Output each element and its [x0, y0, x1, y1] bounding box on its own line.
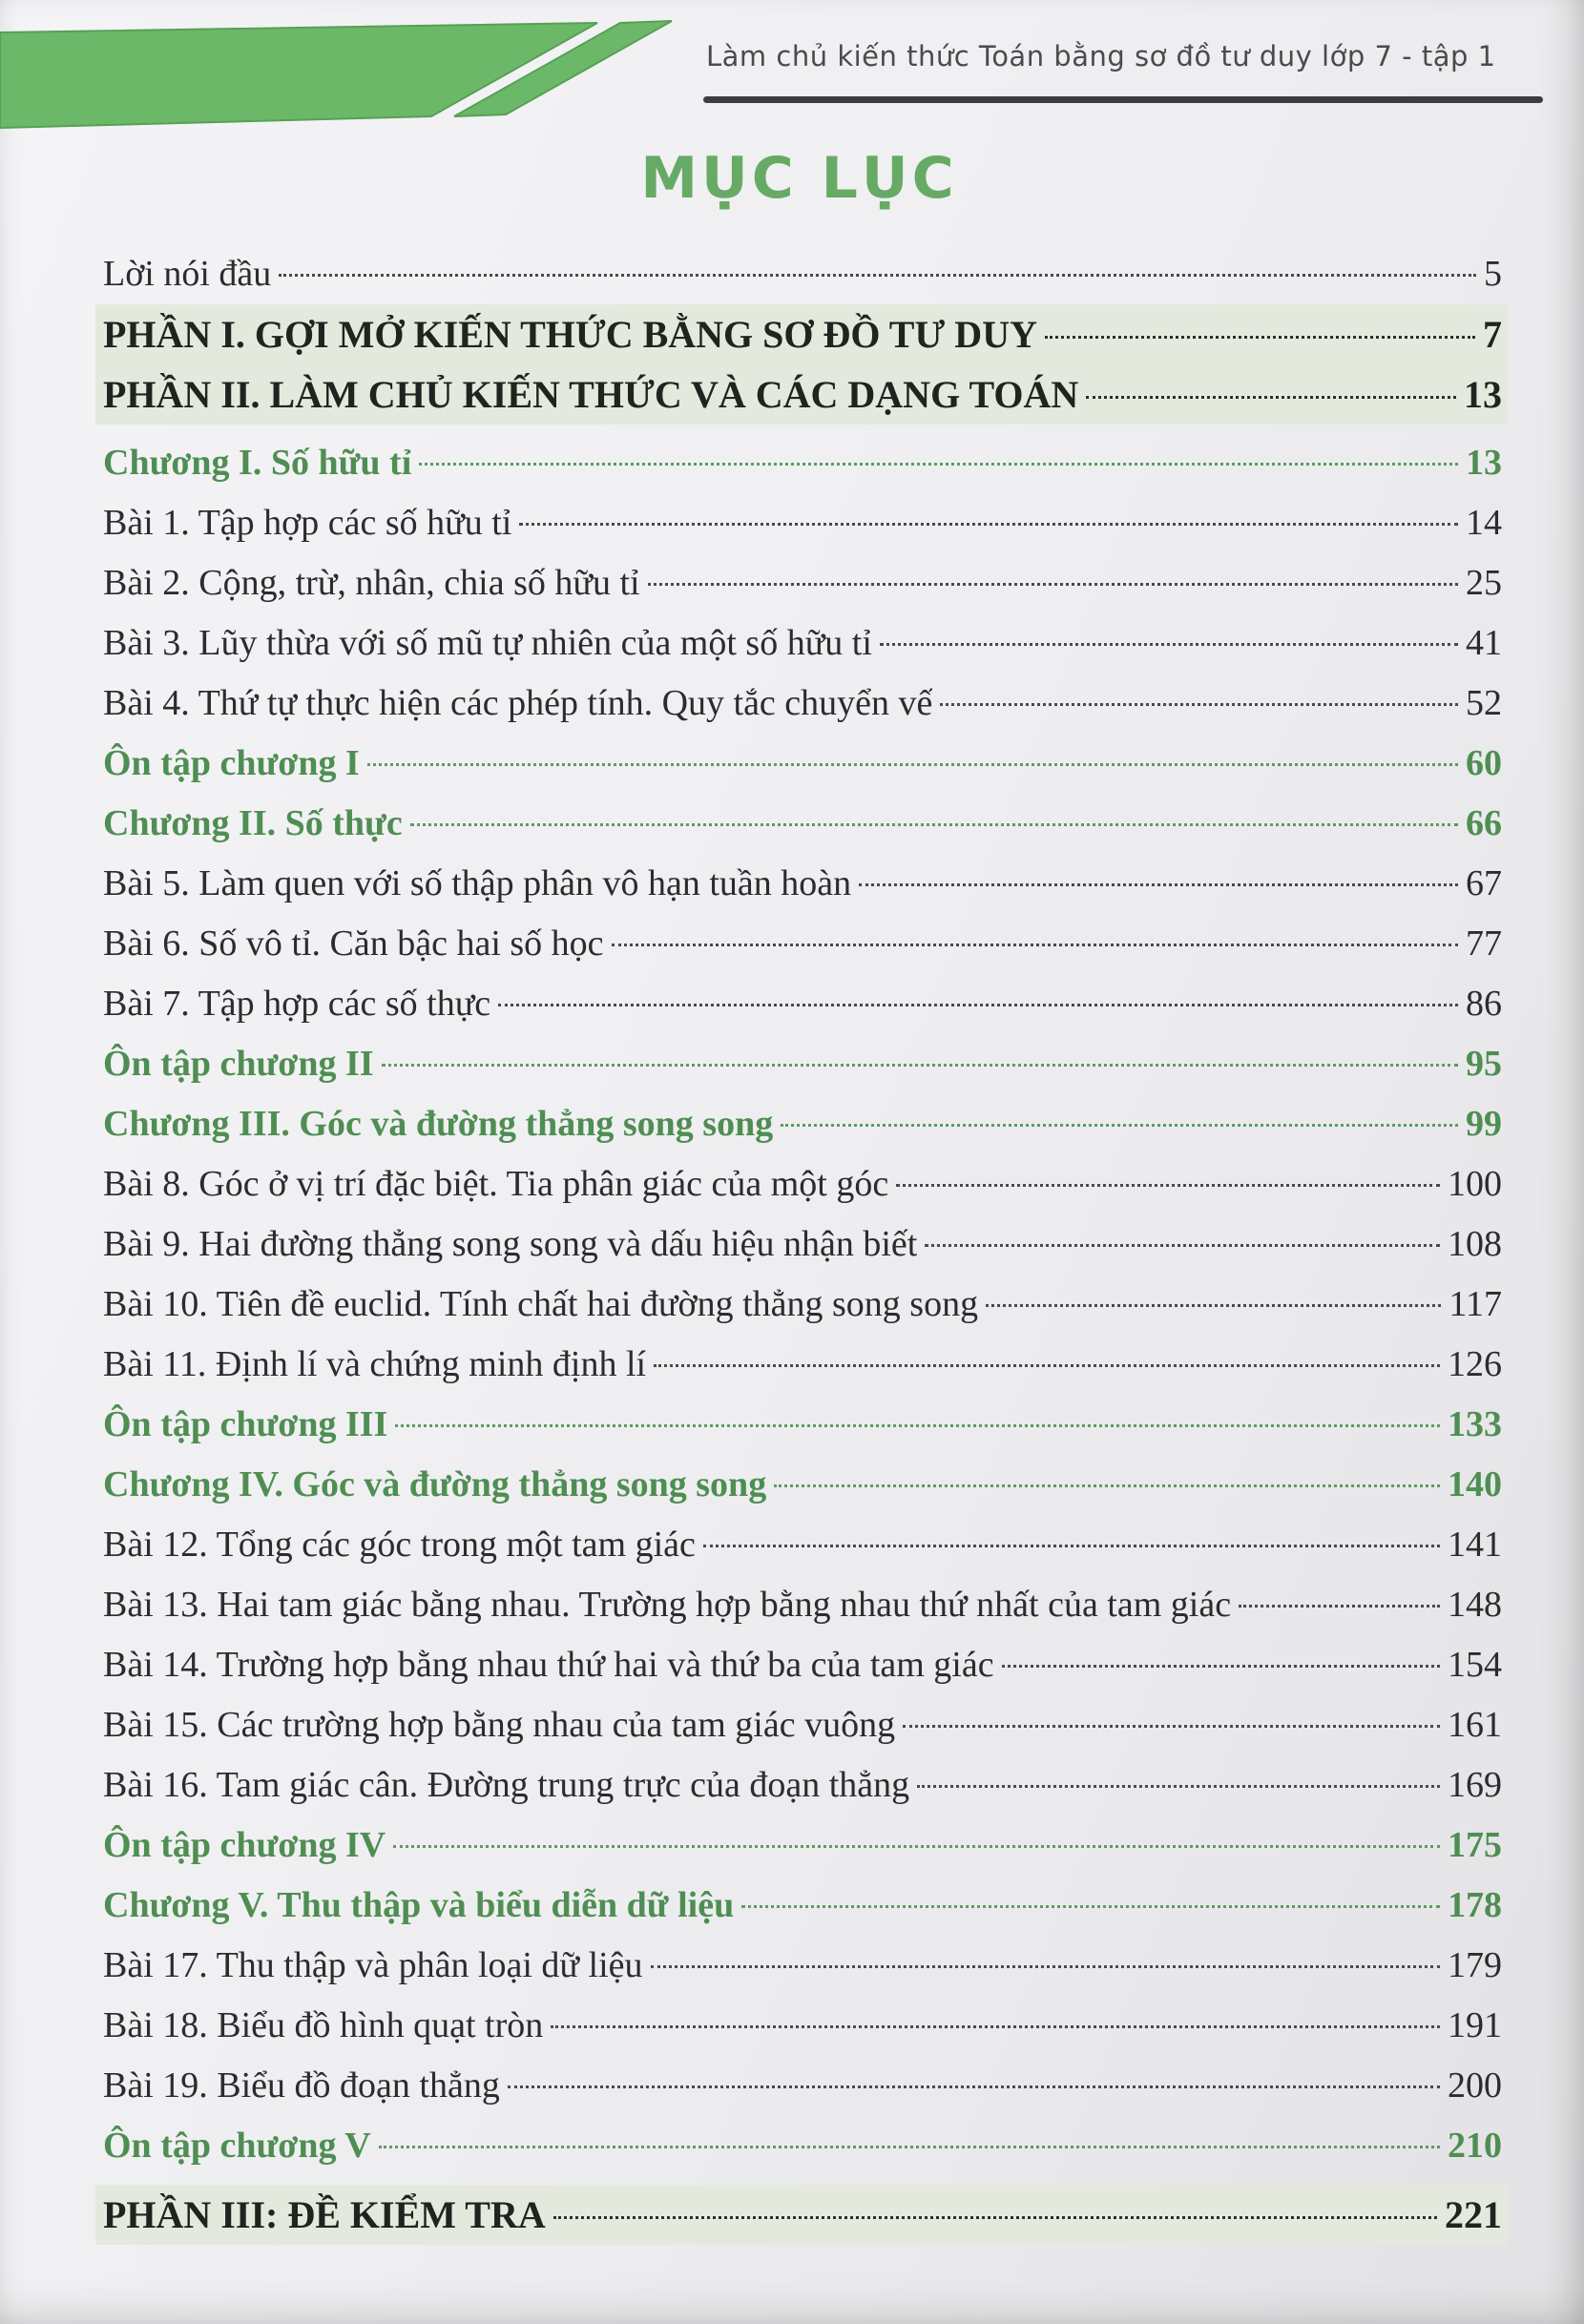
toc-entry-label: PHẦN II. LÀM CHỦ KIẾN THỨC VÀ CÁC DẠNG TOÁN — [103, 373, 1079, 416]
toc-entry-label: Bài 4. Thứ tự thực hiện các phép tính. Quy tắc chuyển vế — [103, 683, 933, 723]
toc-entry — [95, 1936, 1508, 1996]
dot-leader — [410, 823, 1458, 826]
toc-entry — [95, 1395, 1508, 1455]
toc-entry-label: Chương I. Số hữu tỉ — [103, 443, 412, 483]
toc-entry-page: 14 — [1466, 503, 1502, 543]
dot-leader — [612, 944, 1458, 946]
dot-leader — [781, 1124, 1458, 1127]
toc-entry-page: 117 — [1449, 1284, 1502, 1324]
dot-leader — [859, 883, 1458, 886]
toc-entry-page: 13 — [1466, 443, 1502, 483]
dot-leader — [896, 1184, 1440, 1187]
toc-entry-page: 60 — [1466, 743, 1502, 783]
toc-entry-page: 66 — [1466, 803, 1502, 843]
toc-entry-page: 154 — [1448, 1645, 1502, 1685]
toc-entry — [95, 1575, 1508, 1635]
dot-leader — [1045, 336, 1475, 339]
toc-entry — [95, 1515, 1508, 1575]
header-rule — [703, 96, 1543, 103]
toc-entry-label: Chương IV. Góc và đường thẳng song song — [103, 1464, 767, 1504]
green-banner-decoration — [0, 0, 725, 143]
toc-entry — [95, 2116, 1508, 2176]
toc-entry-label: Bài 10. Tiên đề euclid. Tính chất hai đường thẳng song song — [103, 1284, 979, 1324]
toc-entry-page: 126 — [1448, 1344, 1502, 1384]
toc-entry-label: Chương V. Thu thập và biểu diễn dữ liệu — [103, 1885, 735, 1925]
toc-list — [95, 244, 1508, 2245]
dot-leader — [498, 1004, 1458, 1006]
toc-entry-label: Bài 9. Hai đường thẳng song song và dấu hiệu nhận biết — [103, 1224, 918, 1264]
toc-entry-label: Bài 17. Thu thập và phân loại dữ liệu — [103, 1945, 643, 1985]
toc-entry-page: 77 — [1466, 923, 1502, 964]
toc-entry-page: 191 — [1448, 2005, 1502, 2045]
toc-entry — [95, 433, 1508, 493]
toc-entry-page: 13 — [1464, 373, 1502, 416]
toc-entry — [95, 974, 1508, 1034]
dot-leader — [393, 1845, 1440, 1848]
dot-leader — [382, 1064, 1458, 1067]
toc-entry-label: Ôn tập chương III — [103, 1404, 388, 1444]
dot-leader — [903, 1725, 1440, 1728]
toc-entry — [95, 1335, 1508, 1395]
toc-entry-label: Bài 11. Định lí và chứng minh định lí — [103, 1344, 647, 1384]
dot-leader — [551, 2025, 1440, 2028]
toc-entry-label: Bài 15. Các trường hợp bằng nhau của tam giác vuông — [103, 1705, 896, 1745]
toc-entry — [95, 553, 1508, 613]
dot-leader — [648, 583, 1458, 586]
dot-leader — [880, 643, 1458, 646]
toc-entry-page: 178 — [1448, 1885, 1502, 1925]
toc-entry-label: Bài 2. Cộng, trừ, nhân, chia số hữu tỉ — [103, 563, 640, 603]
toc-entry-label: Bài 1. Tập hợp các số hữu tỉ — [103, 503, 512, 543]
dot-leader — [774, 1484, 1440, 1487]
dot-leader — [419, 463, 1458, 466]
toc-entry — [95, 364, 1508, 425]
toc-entry-label: Bài 5. Làm quen với số thập phân vô hạn tuần hoàn — [103, 863, 852, 903]
dot-leader — [917, 1785, 1440, 1788]
toc-entry-label: PHẦN III: ĐỀ KIỂM TRA — [103, 2193, 546, 2236]
toc-entry-page: 67 — [1466, 863, 1502, 903]
toc-entry-label: Ôn tập chương I — [103, 743, 360, 783]
toc-entry — [95, 2185, 1508, 2245]
toc-entry-label: Bài 13. Hai tam giác bằng nhau. Trường hợp bằng nhau thứ nhất của tam giác — [103, 1585, 1232, 1625]
toc-entry-label: Bài 3. Lũy thừa với số mũ tự nhiên của một số hữu tỉ — [103, 623, 872, 663]
toc-entry-page: 133 — [1448, 1404, 1502, 1444]
toc-entry-page: 169 — [1448, 1765, 1502, 1805]
toc-entry-label: PHẦN I. GỢI MỞ KIẾN THỨC BẰNG SƠ ĐỒ TƯ DUY — [103, 313, 1037, 356]
toc-entry-label: Chương III. Góc và đường thẳng song song — [103, 1104, 774, 1144]
toc-entry — [95, 1455, 1508, 1515]
toc-entry — [95, 794, 1508, 854]
dot-leader — [519, 523, 1458, 526]
dot-leader — [379, 2146, 1440, 2148]
toc-entry — [95, 674, 1508, 734]
toc-entry — [95, 1816, 1508, 1876]
dot-leader — [651, 1965, 1440, 1968]
dot-leader — [395, 1424, 1440, 1427]
page-title: MỤC LỤC — [640, 145, 958, 212]
toc-entry-page: 5 — [1484, 254, 1502, 294]
dot-leader — [940, 703, 1458, 706]
toc-entry-label: Chương II. Số thực — [103, 803, 403, 843]
toc-entry — [95, 493, 1508, 553]
dot-leader — [553, 2216, 1437, 2219]
toc-entry-label: Bài 12. Tổng các góc trong một tam giác — [103, 1525, 696, 1565]
dot-leader — [703, 1545, 1440, 1547]
toc-entry — [95, 1154, 1508, 1214]
running-head-book-title: Làm chủ kiến thức Toán bằng sơ đồ tư duy lớp 7 - tập 1 — [706, 40, 1496, 73]
toc-entry-page: 141 — [1448, 1525, 1502, 1565]
toc-entry-page: 41 — [1466, 623, 1502, 663]
toc-entry — [95, 1094, 1508, 1154]
toc-entry — [95, 613, 1508, 674]
toc-entry-page: 25 — [1466, 563, 1502, 603]
toc-entry — [95, 1695, 1508, 1755]
dot-leader — [986, 1304, 1441, 1307]
toc-entry — [95, 1635, 1508, 1695]
toc-entry-label: Bài 19. Biểu đồ đoạn thẳng — [103, 2065, 500, 2106]
toc-entry — [95, 1755, 1508, 1816]
toc-entry-page: 100 — [1448, 1164, 1502, 1204]
toc-entry — [95, 1996, 1508, 2056]
toc-entry — [95, 304, 1508, 364]
toc-entry-page: 148 — [1448, 1585, 1502, 1625]
dot-leader — [508, 2085, 1440, 2088]
toc-entry — [95, 244, 1508, 304]
toc-entry-label: Bài 6. Số vô tỉ. Căn bậc hai số học — [103, 923, 604, 964]
toc-entry-page: 200 — [1448, 2065, 1502, 2106]
dot-leader — [1239, 1605, 1440, 1608]
toc-entry-page: 7 — [1483, 313, 1502, 356]
toc-entry-label: Ôn tập chương II — [103, 1044, 374, 1084]
toc-entry-page: 52 — [1466, 683, 1502, 723]
toc-entry-page: 161 — [1448, 1705, 1502, 1745]
dot-leader — [741, 1905, 1440, 1908]
toc-entry — [95, 1275, 1508, 1335]
dot-leader — [367, 763, 1458, 766]
toc-entry — [95, 2056, 1508, 2116]
toc-entry-page: 140 — [1448, 1464, 1502, 1504]
dot-leader — [1002, 1665, 1440, 1668]
toc-entry — [95, 854, 1508, 914]
dot-leader — [654, 1364, 1440, 1367]
toc-entry-label: Bài 14. Trường hợp bằng nhau thứ hai và thứ ba của tam giác — [103, 1645, 994, 1685]
toc-entry — [95, 1876, 1508, 1936]
toc-entry-label: Bài 8. Góc ở vị trí đặc biệt. Tia phân giác của một góc — [103, 1164, 889, 1204]
dot-leader — [925, 1244, 1440, 1247]
toc-entry-page: 175 — [1448, 1825, 1502, 1865]
toc-entry — [95, 1214, 1508, 1275]
toc-entry-label: Ôn tập chương V — [103, 2126, 371, 2166]
toc-entry-label: Lời nói đầu — [103, 254, 272, 294]
dot-leader — [279, 274, 1476, 277]
toc-entry-page: 210 — [1448, 2126, 1502, 2166]
toc-entry-page: 95 — [1466, 1044, 1502, 1084]
toc-entry-page: 99 — [1466, 1104, 1502, 1144]
toc-entry — [95, 914, 1508, 974]
toc-entry-label: Bài 18. Biểu đồ hình quạt tròn — [103, 2005, 544, 2045]
dot-leader — [1086, 396, 1456, 399]
toc-entry-label: Bài 16. Tam giác cân. Đường trung trực của đoạn thẳng — [103, 1765, 910, 1805]
toc-entry-page: 86 — [1466, 984, 1502, 1024]
toc-entry-label: Bài 7. Tập hợp các số thực — [103, 984, 491, 1024]
toc-entry-label: Ôn tập chương IV — [103, 1825, 386, 1865]
toc-entry-page: 179 — [1448, 1945, 1502, 1985]
toc-entry — [95, 734, 1508, 794]
toc-entry — [95, 1034, 1508, 1094]
toc-entry-page: 108 — [1448, 1224, 1502, 1264]
toc-entry-page: 221 — [1445, 2193, 1502, 2236]
